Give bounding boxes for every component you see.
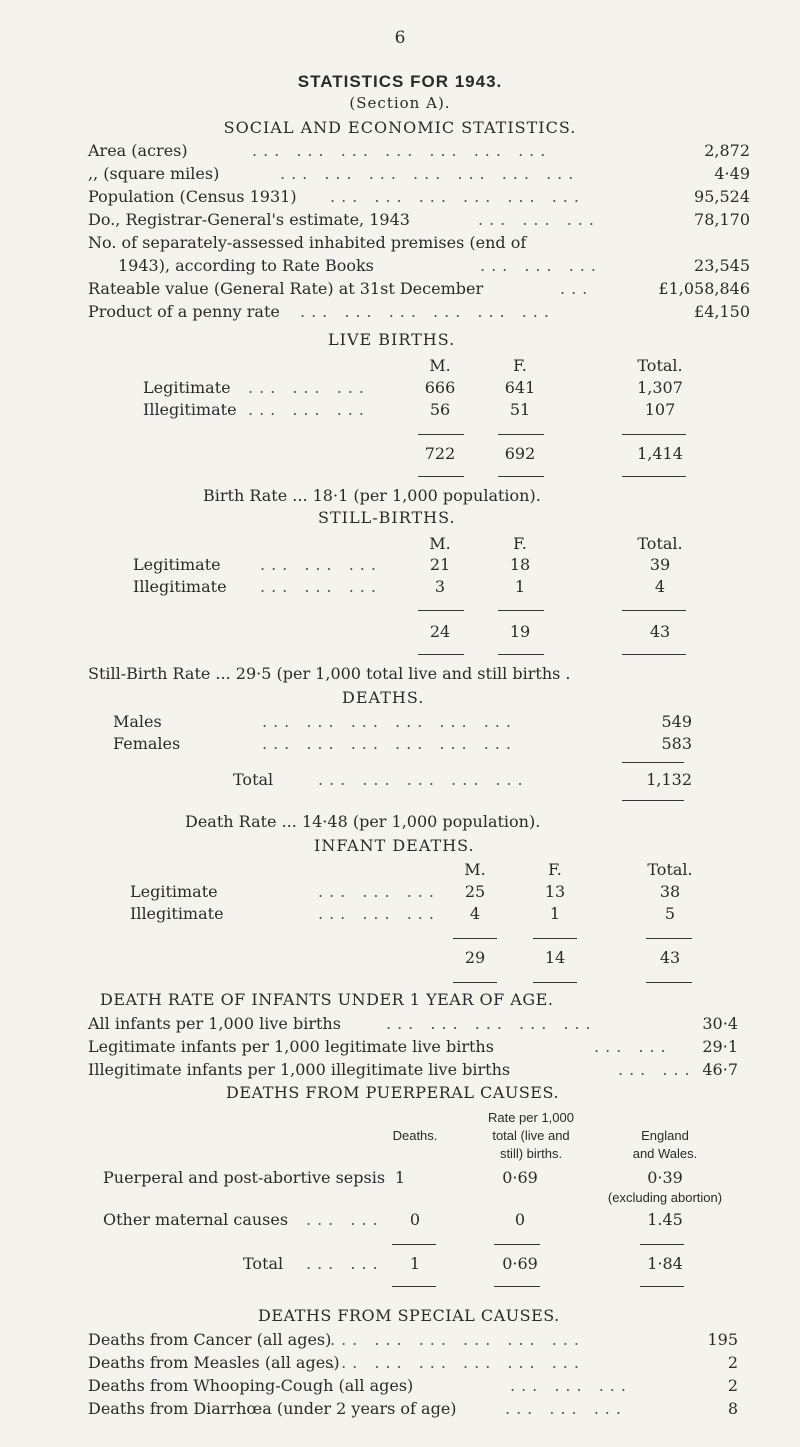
divider xyxy=(533,938,577,939)
cell-rate: 0 xyxy=(514,1210,526,1229)
social-row-value: 4·49 xyxy=(714,164,750,183)
cell-total: 107 xyxy=(644,400,676,419)
cell-ew: 1.45 xyxy=(647,1210,683,1229)
cell-rate: 0·69 xyxy=(502,1168,538,1187)
social-row-label: Area (acres) xyxy=(88,141,188,160)
row-value: 2 xyxy=(727,1376,738,1395)
social-row-label: No. of separately-assessed inhabited premises (end of xyxy=(88,233,527,252)
row-value: 583 xyxy=(661,734,692,753)
row-label: Deaths from Diarrhœa (under 2 years of age) xyxy=(88,1399,457,1418)
ew-note: (excluding abortion) xyxy=(607,1190,723,1205)
col-header-total: Total. xyxy=(637,356,683,375)
divider xyxy=(640,1244,684,1245)
row-label: Males xyxy=(113,712,162,731)
col-header-ew-line2: and Wales. xyxy=(632,1146,698,1161)
row-value: 2 xyxy=(727,1353,738,1372)
divider xyxy=(646,982,692,983)
divider xyxy=(498,610,544,611)
divider xyxy=(494,1244,540,1245)
total-f: 19 xyxy=(509,622,531,641)
cell-f: 1 xyxy=(514,577,526,596)
row-label: Illegitimate xyxy=(143,400,237,419)
social-row-value: 23,545 xyxy=(694,256,750,275)
total-total: 43 xyxy=(659,948,681,967)
birth-rate: Birth Rate ... 18·1 (per 1,000 population). xyxy=(203,486,541,505)
total-m: 722 xyxy=(424,444,456,463)
cell-deaths: 0 xyxy=(409,1210,421,1229)
cell-total: 1,307 xyxy=(637,378,683,397)
row-label: Deaths from Whooping-Cough (all ages) xyxy=(88,1376,414,1395)
row-label: Illegitimate xyxy=(130,904,224,923)
social-row-label-cont: 1943), according to Rate Books xyxy=(118,256,374,275)
col-header-rate-line2: total (live and xyxy=(492,1128,570,1143)
row-label: Puerperal and post-abortive sepsis xyxy=(103,1168,386,1187)
row-value: 195 xyxy=(707,1330,738,1349)
row-label: Legitimate xyxy=(143,378,231,397)
divider xyxy=(392,1244,436,1245)
cell-total: 39 xyxy=(649,555,671,574)
divider xyxy=(498,654,544,655)
cell-m: 21 xyxy=(429,555,451,574)
divider xyxy=(498,476,544,477)
divider xyxy=(392,1286,436,1287)
cell-f: 641 xyxy=(504,378,536,397)
divider xyxy=(646,938,692,939)
death-rate: Death Rate ... 14·48 (per 1,000 population). xyxy=(185,812,541,831)
row-label: Illegitimate infants per 1,000 illegitimate live births xyxy=(88,1060,511,1079)
total-total: 43 xyxy=(649,622,671,641)
social-row-value: £1,058,846 xyxy=(658,279,750,298)
social-row-label: Do., Registrar-General's estimate, 1943 xyxy=(88,210,410,229)
col-header-f: F. xyxy=(513,534,527,553)
divider xyxy=(622,654,686,655)
live-births-heading: LIVE BIRTHS. xyxy=(328,330,456,349)
row-label: Females xyxy=(113,734,181,753)
col-header-ew-line1: England xyxy=(641,1128,689,1143)
divider xyxy=(418,434,464,435)
cell-m: 25 xyxy=(464,882,486,901)
row-label: Legitimate xyxy=(130,882,218,901)
cell-total: 38 xyxy=(659,882,681,901)
divider xyxy=(622,610,686,611)
deaths-heading: DEATHS. xyxy=(342,688,425,707)
col-header-total: Total. xyxy=(637,534,683,553)
row-label: All infants per 1,000 live births xyxy=(88,1014,341,1033)
col-header-rate-line1: Rate per 1,000 xyxy=(487,1110,574,1125)
row-label: Deaths from Cancer (all ages) xyxy=(88,1330,332,1349)
page-number: 6 xyxy=(394,28,406,48)
divider xyxy=(622,762,684,763)
row-value: 29·1 xyxy=(702,1037,738,1056)
total-rate: 0·69 xyxy=(502,1254,538,1273)
divider xyxy=(418,654,464,655)
row-label: Legitimate xyxy=(133,555,221,574)
divider xyxy=(418,476,464,477)
puerperal-heading: DEATHS FROM PUERPERAL CAUSES. xyxy=(226,1083,559,1102)
cell-m: 3 xyxy=(434,577,446,596)
divider xyxy=(640,1286,684,1287)
page-title: STATISTICS FOR 1943. xyxy=(297,72,503,91)
cell-m: 666 xyxy=(424,378,456,397)
row-value: 30·4 xyxy=(702,1014,738,1033)
total-f: 692 xyxy=(504,444,536,463)
total-ew: 1·84 xyxy=(647,1254,683,1273)
row-label: Other maternal causes xyxy=(103,1210,289,1229)
cell-m: 56 xyxy=(429,400,451,419)
divider xyxy=(622,476,686,477)
row-label: Deaths from Measles (all ages) xyxy=(88,1353,340,1372)
cell-total: 5 xyxy=(664,904,676,923)
divider xyxy=(622,800,684,801)
social-row-value: 95,524 xyxy=(694,187,750,206)
social-row-value: £4,150 xyxy=(694,302,750,321)
col-header-f: F. xyxy=(513,356,527,375)
divider xyxy=(418,610,464,611)
divider xyxy=(494,1286,540,1287)
divider xyxy=(453,938,497,939)
row-value: 8 xyxy=(727,1399,738,1418)
infant-deaths-heading: INFANT DEATHS. xyxy=(314,836,475,855)
cell-f: 13 xyxy=(544,882,566,901)
cell-f: 18 xyxy=(509,555,531,574)
col-header-rate-line3: still) births. xyxy=(499,1146,563,1161)
social-row-value: 2,872 xyxy=(704,141,750,160)
total-f: 14 xyxy=(544,948,566,967)
col-header-deaths: Deaths. xyxy=(392,1128,438,1143)
divider xyxy=(498,434,544,435)
still-births-heading: STILL-BIRTHS. xyxy=(318,508,456,527)
divider xyxy=(622,434,686,435)
col-header-total: Total. xyxy=(647,860,693,879)
divider xyxy=(453,982,497,983)
total-m: 29 xyxy=(464,948,486,967)
row-label: Legitimate infants per 1,000 legitimate live births xyxy=(88,1037,494,1056)
infant-rate-heading: DEATH RATE OF INFANTS UNDER 1 YEAR OF AGE. xyxy=(100,990,554,1009)
divider xyxy=(533,982,577,983)
social-heading: SOCIAL AND ECONOMIC STATISTICS. xyxy=(223,118,577,137)
total-label: Total xyxy=(243,1254,284,1273)
social-row-label: Rateable value (General Rate) at 31st December xyxy=(88,279,484,298)
social-row-value: 78,170 xyxy=(694,210,750,229)
section-label: (Section A). xyxy=(349,94,451,112)
row-value: 46·7 xyxy=(702,1060,738,1079)
col-header-m: M. xyxy=(429,534,451,553)
row-value: 549 xyxy=(661,712,692,731)
cell-total: 4 xyxy=(654,577,666,596)
cell-deaths: 1 xyxy=(394,1168,406,1187)
total-label: Total xyxy=(233,770,274,789)
col-header-f: F. xyxy=(548,860,562,879)
total-value: 1,132 xyxy=(646,770,692,789)
social-row-label: Product of a penny rate xyxy=(88,302,280,321)
col-header-m: M. xyxy=(464,860,486,879)
social-row-label: Population (Census 1931) xyxy=(88,187,297,206)
total-deaths: 1 xyxy=(409,1254,421,1273)
still-birth-rate: Still-Birth Rate ... 29·5 (per 1,000 total live and still births . xyxy=(88,664,571,683)
special-heading: DEATHS FROM SPECIAL CAUSES. xyxy=(258,1306,560,1325)
row-label: Illegitimate xyxy=(133,577,227,596)
social-row-label: ,, (square miles) xyxy=(88,164,220,183)
cell-f: 51 xyxy=(509,400,531,419)
total-total: 1,414 xyxy=(637,444,683,463)
cell-f: 1 xyxy=(549,904,561,923)
document-page: 6 STATISTICS FOR 1943. (Section A). SOCIAL AND ECONOMIC STATISTICS. Area (acres) ... ... ... ... ... ... ... 2,872 ,, (square miles) ... ... ... ... ... ... ... 4·49 Population (Census 1931) ... ... ... ... ... ... 95,524 Do., Registrar-General's estimate, 1943 ... ... ... 78,170 No. of separately-assessed inhabited premises (end of 1943), according to Rate Books ... ... ... 23,545 Rateable value (General Rate) at 31st December ... £1,058,846 Product of a penny rate ... ... ... ... ... ... £4,150 LIVE BIRTHS. M. F. Total. Legitimate ... ... ... 666 641 1,307 Illegitimate ... ... ... 56 51 107 722 692 1,414 Birth Rate ... 18·1 (per 1,000 population). STILL-BIRTHS. M. F. Total. Legitimate ... ... ... 21 18 39 Illegitimate ... ... ... 3 1 4 24 19 43 Still-Birth Rate ... 29·5 (per 1,000 total live and still births . DEATHS. Males ... ... ... ... ... ... 549 Females ... ... ... ... ... ... 583 Total ... ... ... ... ... 1,132 Death Rate ... 14·48 (per 1,000 population). INFANT DEATHS. M. F. Total. Legitimate ... ... ... 25 13 38 Illegitimate ... ... ... 4 1 5 29 14 43 DEATH RATE OF INFANTS UNDER 1 YEAR OF AGE. All infants per 1,000 live births ... ... ... ... ... 30·4 Legitimate infants per 1,000 legitimate live births ... ... 29·1 Illegitimate infants per 1,000 illegitimate live births ... ... 46·7 DEATHS FROM PUERPERAL CAUSES. Deaths. Rate per 1,000 total (live and still) births. England and Wales. Puerperal and post-abortive sepsis 1 0·69 0·39 (excluding abortion) Other maternal causes ... ... 0 0 1.45 Total ... ... 1 0·69 1·84 DEATHS FROM SPECIAL CAUSES. Deaths from Cancer (all ages) ... ... ... ... ... ... 195 Deaths from Measles (all ages) ... ... ... ... ... ... 2 Deaths from Whooping-Cough (all ages) ... ... ... 2 Deaths from Diarrhœa (under 2 years of age) ... ... ... 8 xyxy=(0,0,800,1447)
total-m: 24 xyxy=(429,622,451,641)
cell-ew: 0·39 xyxy=(647,1168,683,1187)
cell-m: 4 xyxy=(469,904,481,923)
col-header-m: M. xyxy=(429,356,451,375)
